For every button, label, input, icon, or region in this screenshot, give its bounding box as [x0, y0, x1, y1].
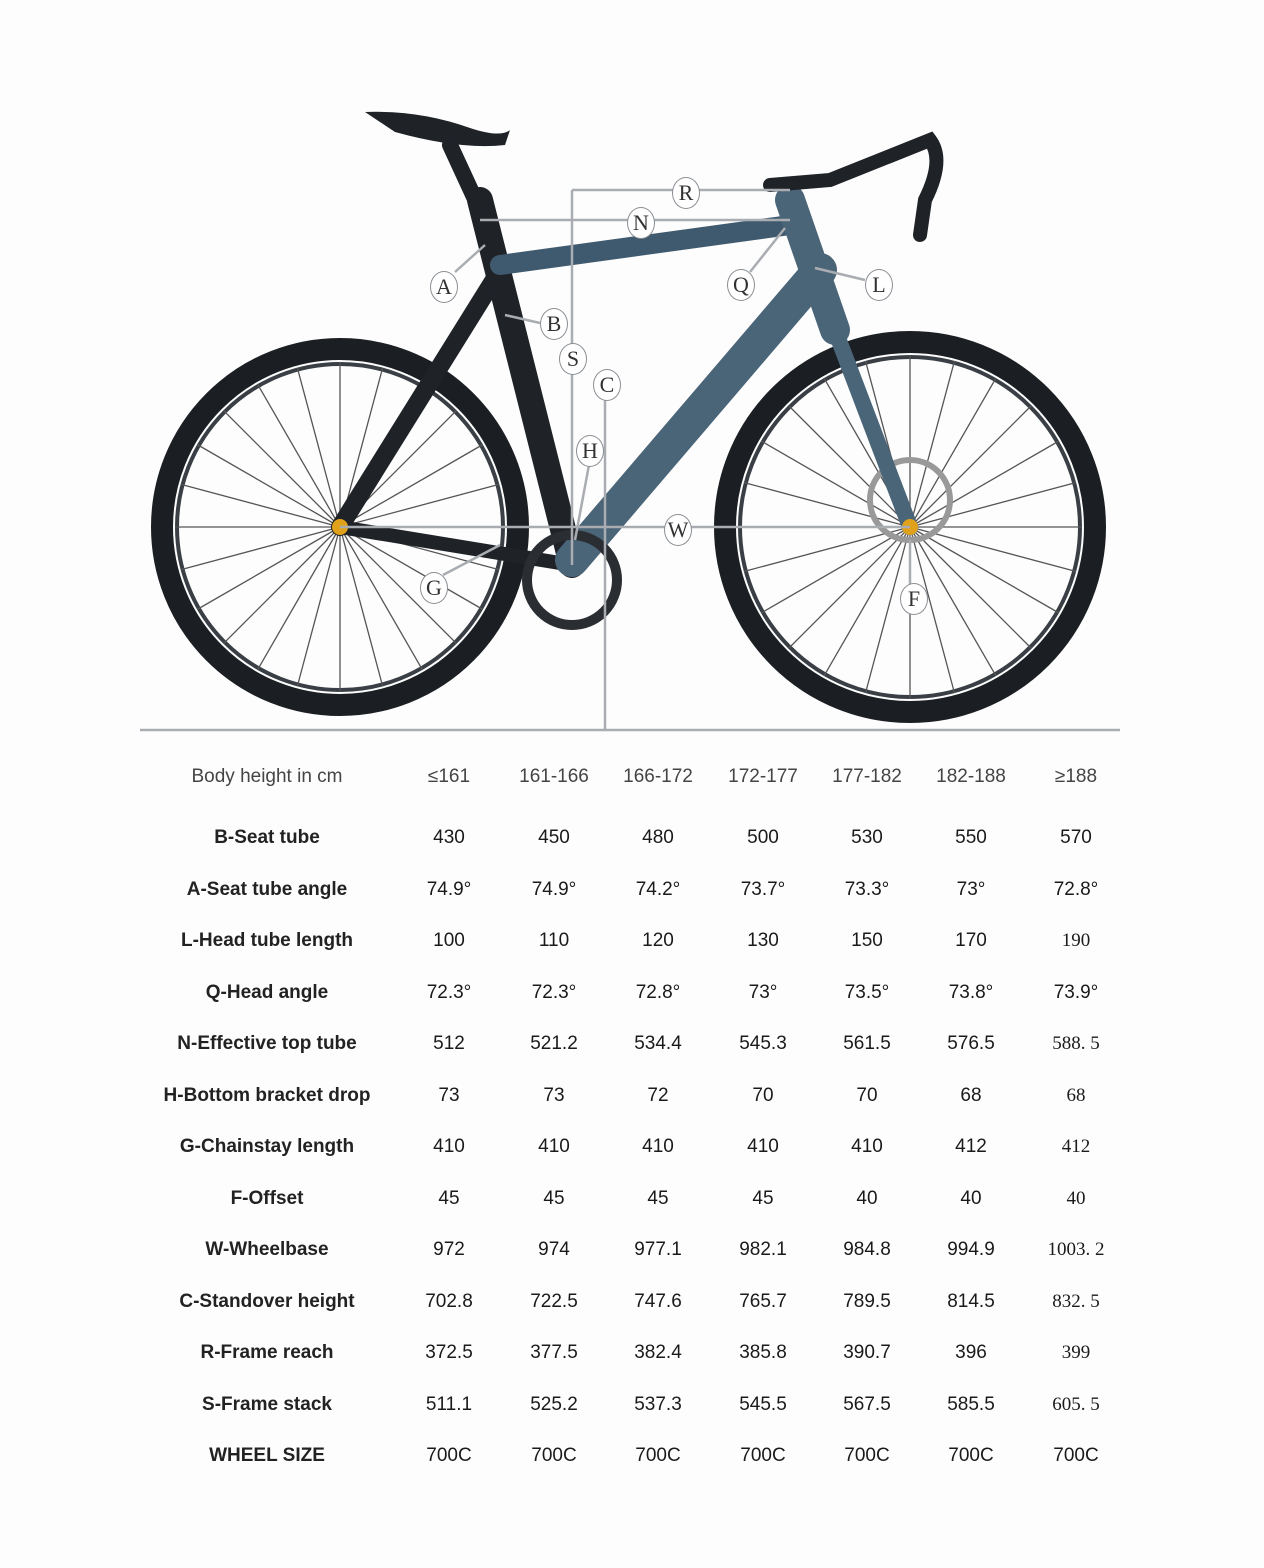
row-value: 72 — [647, 1084, 669, 1106]
spoke — [223, 410, 340, 527]
row-value: 700C — [844, 1445, 890, 1466]
row-value: 45 — [543, 1187, 565, 1209]
row-label: A-Seat tube angle — [186, 878, 348, 900]
row-value: 73.9° — [1053, 981, 1099, 1003]
table-row — [0, 1127, 1264, 1167]
row-value: 832. 5 — [1052, 1290, 1100, 1312]
row-value: 72.8° — [635, 981, 681, 1003]
spoke — [223, 527, 340, 644]
row-value: 576.5 — [947, 1033, 995, 1054]
row-value: 534.4 — [634, 1033, 682, 1054]
row-value: 984.8 — [843, 1239, 891, 1260]
row-value: 982.1 — [739, 1239, 787, 1260]
table-row — [0, 1385, 1264, 1425]
table-row — [0, 1436, 1264, 1476]
row-value: 72.3° — [426, 981, 472, 1003]
row-value: 73° — [748, 981, 778, 1003]
spoke — [761, 527, 910, 613]
row-value: 530 — [851, 827, 883, 848]
row-value: 545.3 — [739, 1033, 787, 1054]
spoke — [197, 445, 340, 528]
row-value: 722.5 — [530, 1290, 578, 1312]
row-label: Q-Head angle — [205, 981, 329, 1003]
row-value: 74.9° — [531, 878, 577, 900]
callout-g: G — [420, 572, 448, 604]
row-value: 700C — [1053, 1445, 1099, 1466]
callout-l: L — [865, 269, 893, 301]
spoke — [258, 384, 341, 527]
row-value: 73.7° — [740, 878, 786, 900]
row-value: 390.7 — [843, 1342, 891, 1363]
table-row — [0, 1230, 1264, 1270]
callout-s: S — [559, 343, 587, 375]
spoke — [181, 484, 340, 527]
spoke — [910, 378, 996, 527]
spoke — [340, 527, 383, 686]
row-value: 40 — [960, 1187, 982, 1209]
row-value: 396 — [955, 1342, 987, 1363]
row-value: 561.5 — [843, 1033, 891, 1054]
row-value: 150 — [851, 930, 883, 951]
row-value: 747.6 — [634, 1290, 682, 1312]
table-row — [0, 1333, 1264, 1373]
row-value: 74.9° — [426, 878, 472, 900]
table-row — [0, 921, 1264, 961]
row-value: 570 — [1060, 827, 1092, 848]
row-value: 525.2 — [530, 1393, 578, 1415]
row-value: 73.5° — [844, 981, 890, 1003]
row-value: 130 — [747, 930, 779, 951]
row-value: 567.5 — [843, 1393, 891, 1415]
spoke — [297, 527, 340, 686]
table-row — [0, 1179, 1264, 1219]
row-label: H-Bottom bracket drop — [163, 1084, 371, 1106]
row-value: 585.5 — [947, 1393, 995, 1415]
row-value: 700C — [426, 1445, 472, 1466]
row-value: 412 — [1061, 1136, 1091, 1157]
row-value: 545.5 — [739, 1393, 787, 1415]
row-value: 120 — [642, 930, 674, 951]
row-value: 410 — [642, 1136, 674, 1157]
row-value: 605. 5 — [1052, 1393, 1100, 1415]
size-header: ≤161 — [427, 766, 471, 787]
row-value: 410 — [538, 1136, 570, 1157]
size-header: 166-172 — [623, 766, 693, 787]
bike-geometry-diagram — [0, 0, 1264, 750]
size-header: 172-177 — [728, 766, 798, 787]
size-header: 182-188 — [936, 766, 1006, 787]
row-label: L-Head tube length — [180, 930, 354, 951]
spoke — [297, 368, 340, 527]
row-value: 110 — [538, 930, 570, 951]
row-value: 100 — [433, 930, 465, 951]
row-value: 70 — [856, 1084, 878, 1106]
row-value: 512 — [433, 1033, 465, 1054]
row-value: 500 — [747, 827, 779, 848]
spoke — [340, 527, 423, 670]
row-value: 73.3° — [844, 878, 890, 900]
row-label: S-Frame stack — [202, 1393, 332, 1415]
callout-w: W — [664, 514, 692, 546]
row-value: 410 — [747, 1136, 779, 1157]
row-value: 372.5 — [425, 1342, 473, 1363]
row-value: 974 — [538, 1239, 570, 1260]
row-value: 410 — [433, 1136, 465, 1157]
row-value: 377.5 — [530, 1342, 578, 1363]
row-label: R-Frame reach — [200, 1342, 334, 1363]
spoke — [910, 527, 1059, 613]
row-value: 972 — [433, 1239, 465, 1260]
row-value: 789.5 — [843, 1290, 891, 1312]
bike-illustration — [0, 0, 1264, 750]
row-value: 700C — [740, 1445, 786, 1466]
spoke — [258, 527, 341, 670]
row-value: 45 — [752, 1187, 774, 1209]
callout-h: H — [576, 435, 604, 467]
table-row — [0, 973, 1264, 1013]
row-value: 73 — [543, 1084, 565, 1106]
callout-b: B — [540, 308, 568, 340]
row-value: 73° — [956, 878, 986, 900]
row-value: 511.1 — [425, 1393, 473, 1415]
row-label: G-Chainstay length — [179, 1136, 355, 1157]
row-value: 994.9 — [947, 1239, 995, 1260]
row-value: 480 — [642, 827, 674, 848]
header-label: Body height in cm — [191, 766, 343, 787]
table-row — [0, 870, 1264, 910]
row-value: 537.3 — [634, 1393, 682, 1415]
row-label: N-Effective top tube — [177, 1033, 357, 1054]
row-value: 700C — [531, 1445, 577, 1466]
table-row — [0, 818, 1264, 858]
row-value: 1003. 2 — [1047, 1239, 1105, 1260]
spoke — [788, 527, 910, 649]
row-value: 72.3° — [531, 981, 577, 1003]
row-value: 73.8° — [948, 981, 994, 1003]
geometry-guides — [140, 190, 1120, 730]
row-value: 410 — [851, 1136, 883, 1157]
callout-r: R — [672, 177, 700, 209]
spoke — [744, 482, 910, 527]
callout-a: A — [430, 271, 458, 303]
callout-q: Q — [727, 269, 755, 301]
spoke — [910, 482, 1076, 527]
row-value: 702.8 — [425, 1290, 473, 1312]
row-label: C-Standover height — [179, 1290, 355, 1312]
row-value: 700C — [948, 1445, 994, 1466]
row-value: 700C — [635, 1445, 681, 1466]
header-row — [0, 757, 1264, 797]
row-value: 190 — [1061, 930, 1091, 951]
row-label: W-Wheelbase — [205, 1239, 329, 1260]
row-value: 40 — [856, 1187, 878, 1209]
row-value: 382.4 — [634, 1342, 682, 1363]
spoke — [824, 527, 910, 676]
row-value: 977.1 — [634, 1239, 682, 1260]
row-value: 45 — [438, 1187, 460, 1209]
spoke — [910, 441, 1059, 527]
row-value: 40 — [1066, 1187, 1086, 1209]
spoke — [910, 527, 1032, 649]
saddle — [365, 112, 510, 146]
table-row — [0, 1076, 1264, 1116]
row-value: 814.5 — [947, 1290, 995, 1312]
row-value: 170 — [955, 930, 987, 951]
row-value: 399 — [1061, 1342, 1091, 1363]
table-row — [0, 1282, 1264, 1322]
callout-c: C — [593, 369, 621, 401]
row-value: 68 — [960, 1084, 982, 1106]
row-label: F-Offset — [230, 1187, 304, 1209]
row-value: 430 — [433, 827, 465, 848]
table-row — [0, 1024, 1264, 1064]
row-value: 412 — [955, 1136, 987, 1157]
row-value: 550 — [955, 827, 987, 848]
row-value: 73 — [438, 1084, 460, 1106]
row-value: 45 — [647, 1187, 669, 1209]
row-label: B-Seat tube — [214, 827, 320, 848]
row-value: 588. 5 — [1052, 1033, 1100, 1054]
spoke — [197, 527, 340, 610]
row-value: 765.7 — [739, 1290, 787, 1312]
row-value: 385.8 — [739, 1342, 787, 1363]
row-value: 74.2° — [635, 878, 681, 900]
spoke — [181, 527, 340, 570]
row-value: 68 — [1066, 1084, 1086, 1106]
row-label: WHEEL SIZE — [209, 1445, 325, 1466]
row-value: 70 — [752, 1084, 774, 1106]
row-value: 521.2 — [530, 1033, 578, 1054]
callout-n: N — [627, 207, 655, 239]
size-header: 177-182 — [832, 766, 902, 787]
row-value: 450 — [538, 827, 570, 848]
size-header: ≥188 — [1054, 766, 1098, 787]
size-header: 161-166 — [519, 766, 589, 787]
callout-f: F — [900, 583, 928, 615]
row-value: 72.8° — [1053, 878, 1099, 900]
